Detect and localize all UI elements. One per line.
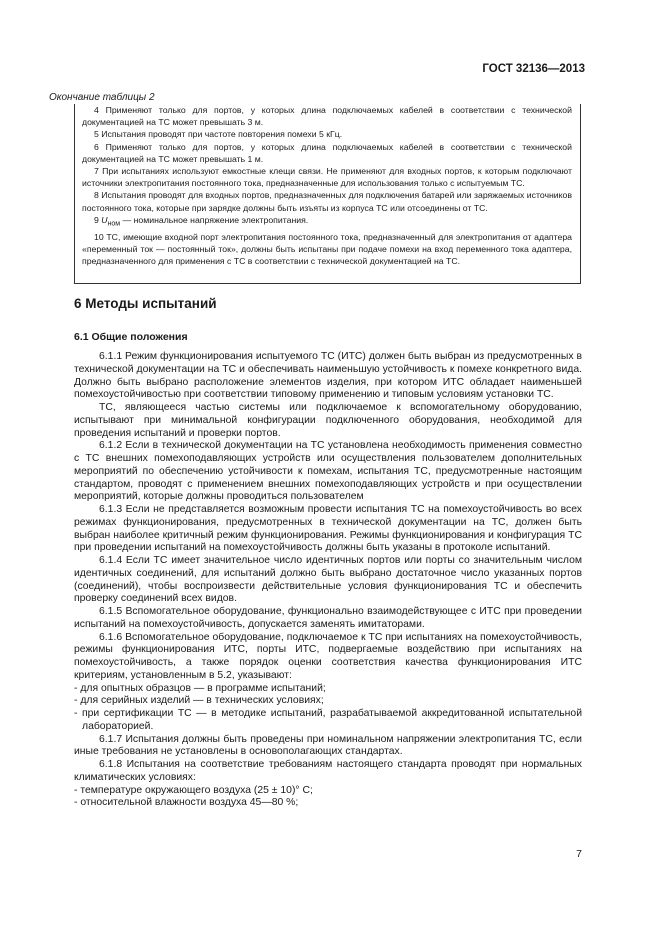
list-item: - температуре окружающего воздуха (25 ± 10)° С; [74, 784, 313, 796]
paragraph-6-1-8: 6.1.8 Испытания на соответствие требованиям настоящего стандарта проводят при нормальных климатических условиях: [74, 759, 582, 783]
table-note-9 [82, 214, 572, 231]
standard-designation: ГОСТ 32136—2013 [482, 63, 585, 75]
note-number: 9 [94, 214, 102, 225]
table-note: 4 Применяют только для портов, у которых длина подключаемых кабелей в соответствии с технической документацией на ТС может превышать 3 м. [82, 105, 572, 128]
paragraph-6-1-3: 6.1.3 Если не представляется возможным провести испытания ТС на помехоустойчивость во всех режимах функционирования, предусмотренных в технической документации на ТС, должен быть выбран наиболее критичный режим функционирования. Режимы функционирования и конфигурация ТС при проведении испытаний на помехоустойчивость должны быть указаны в протоколе испытаний. [74, 504, 582, 554]
table-note: 10 ТС, имеющие входной порт электропитания постоянного тока, предназначенный для электропитания от адаптера «переменный ток — постоянный ток», должны быть испытаны при подаче помехи на вход переменного тока адаптера, предназначенного для применения с ТС в соответствии с технической документацией на ТС. [82, 231, 572, 267]
paragraph-6-1-6: 6.1.6 Вспомогательное оборудование, подключаемое к ТС при испытаниях на помехоустойчивость, режимы функционирования ИТС, порты ИТС, подвергаемые воздействию при испытаниях на помехоустойчивость, а также порядок оценки соответствия качества функционирования ИТС критериям, установленным в 5.2, указывают: [74, 631, 582, 681]
section-title: 6 Методы испытаний [74, 296, 217, 311]
list-item: - относительной влажности воздуха 45—80 %; [74, 797, 299, 809]
table-notes [74, 104, 581, 284]
section-body [74, 351, 582, 810]
subsection-title: 6.1 Общие положения [74, 331, 188, 343]
paragraph-6-1-1-cont: ТС, являющееся частью системы или подключаемое к вспомогательному оборудованию, испытывают при минимальной конфигурации подключенного оборудования, необходимой для проведения испытаний и проверки портов. [74, 402, 582, 439]
table-note: 6 Применяют только для портов, у которых длина подключаемых кабелей в соответствии с технической документацией на ТС может превышать 1 м. [82, 141, 572, 164]
list-item: - при сертификации ТС — в методике испытаний, разрабатываемой аккредитованной испытательной лабораторией. [74, 708, 582, 732]
paragraph-6-1-5: 6.1.5 Вспомогательное оборудование, функционально взаимодействующее с ИТС при проведении испытаний на помехоустойчивость, допускается заменять имитаторами. [74, 606, 582, 630]
table-note: 8 Испытания проводят для входных портов, предназначенных для подключения батарей или заряжаемых источников постоянного тока, которые при зарядке должны быть изъяты из корпуса ТС или отсоединены от ТС. [82, 190, 572, 213]
list-item: - для опытных образцов — в программе испытаний; [74, 682, 326, 694]
list-item: - для серийных изделий — в технических условиях; [74, 695, 324, 707]
paragraph-6-1-1: 6.1.1 Режим функционирования испытуемого ТС (ИТС) должен быть выбран из предусмотренных в технической документации на ТС и обеспечивать наименьшую устойчивость к помехе конкретного вида. Должно быть выбрано расположение элементов изделия, при котором ИТС обладает наименьшей помехоустойчивостью при соответствии типовому применению и типовым условиям установки ТС. [74, 351, 582, 401]
voltage-subscript: ном [107, 220, 121, 228]
paragraph-6-1-7: 6.1.7 Испытания должны быть проведены при номинальном напряжении электропитания ТС, если иные требования не установлены в основополагающих стандартах. [74, 733, 582, 758]
note-text: — номинальное напряжение электропитания. [120, 214, 309, 225]
paragraph-6-1-2: 6.1.2 Если в технической документации на ТС установлена необходимость применения совместно с ТС внешних помехоподавляющих устройств или осуществления пользователем дополнительных мероприятий по обеспечению устойчивости к помехам, испытания ТС, предусмотренные настоящим стандартом, проводят с применением внешних помехоподавляющих устройств и при осуществлении мероприятий, которые должны проводиться пользователем [74, 440, 582, 503]
table-note: 5 Испытания проводят при частоте повторения помехи 5 кГц. [94, 129, 343, 140]
table-note: 7 При испытаниях используют емкостные клещи связи. Не применяют для входных портов, к которым подключают источники электропитания постоянного тока, предназначенные для использования только с испытуемым ТС. [82, 166, 572, 189]
table-continuation-caption: Окончание таблицы 2 [49, 92, 155, 103]
page-number: 7 [576, 848, 582, 860]
voltage-symbol: U [101, 214, 108, 225]
paragraph-6-1-4: 6.1.4 Если ТС имеет значительное число идентичных портов или порты со значительным числом идентичных соединений, для испытаний должно быть выбрано достаточное число указанных портов (соединений), чтобы воспроизвести действительные условия функционирования ТС и обеспечить проверку соединений всех видов. [74, 555, 582, 605]
